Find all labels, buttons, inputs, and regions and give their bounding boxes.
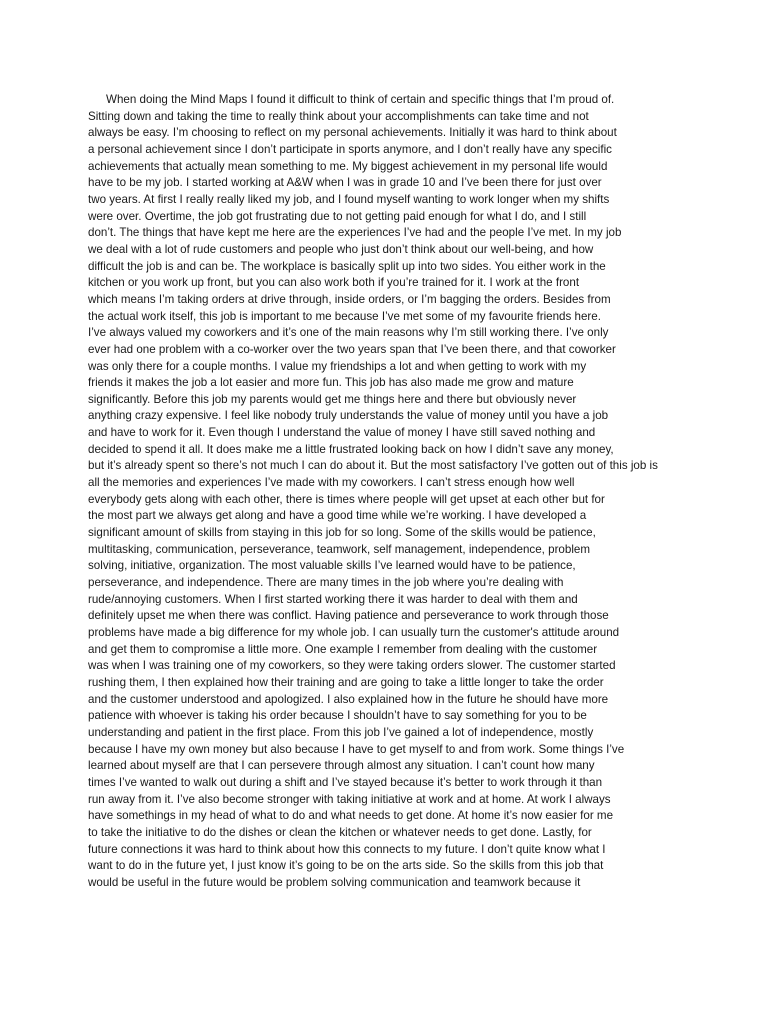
essay-line: because I have my own money but also because I have to get myself to and from work. Some things I’ve <box>88 742 625 756</box>
essay-line: the most part we always get along and have a good time while we’re working. I have developed a <box>88 509 587 523</box>
essay-line: and the customer understood and apologized. I also explained how in the future he should have more <box>88 692 609 706</box>
essay-line: anything crazy expensive. I feel like nobody truly understands the value of money until you have a job <box>88 409 609 423</box>
essay-line: Sitting down and taking the time to really think about your accomplishments can take time and not <box>88 109 589 123</box>
essay-line: always be easy. I’m choosing to reflect on my personal achievements. Initially it was hard to think about <box>88 126 617 140</box>
essay-line: to take the initiative to do the dishes or clean the kitchen or whatever needs to get done. Lastly, for <box>88 825 592 839</box>
essay-line: a personal achievement since I don’t participate in sports anymore, and I don’t really have any specific <box>88 142 612 156</box>
essay-line: we deal with a lot of rude customers and people who just don’t think about our well-being, and how <box>88 242 594 256</box>
essay-line: significant amount of skills from staying in this job for so long. Some of the skills would be patience, <box>88 526 596 540</box>
essay-line: understanding and patient in the first place. From this job I’ve gained a lot of independence, mostly <box>88 725 594 739</box>
essay-line: but it’s already spent so there’s not much I can do about it. But the most satisfactory I’ve gotten out of this job is <box>88 459 658 473</box>
essay-line: ever had one problem with a co-worker over the two years span that I’ve been there, and that coworker <box>88 342 616 356</box>
essay-line: run away from it. I’ve also become stronger with taking initiative at work and at home. At work I always <box>88 792 611 806</box>
essay-first-line: When doing the Mind Maps I found it difficult to think of certain and specific things that I’m proud of. <box>106 93 615 106</box>
essay-line: achievements that actually mean something to me. My biggest achievement in my personal life would <box>88 159 608 173</box>
essay-line: definitely upset me when there was conflict. Having patience and perseverance to work through those <box>88 609 609 623</box>
essay-line: rushing them, I then explained how their training and are going to take a little longer to take the order <box>88 675 604 689</box>
essay-line: was when I was training one of my coworkers, so they were taking orders slower. The customer started <box>88 659 616 673</box>
essay-line: problems have made a big difference for my whole job. I can usually turn the customer's attitude around <box>88 626 620 639</box>
essay-line: have to be my job. I started working at A&W when I was in grade 10 and I’ve been there for just over <box>88 176 602 190</box>
essay-line: times I’ve wanted to walk out during a shift and I’ve stayed because it’s better to work through it than <box>88 775 603 789</box>
essay-line: and get them to compromise a little more. One example I remember from dealing with the customer <box>88 642 598 656</box>
essay-line: perseverance, and independence. There are many times in the job where you’re dealing with <box>88 576 564 590</box>
essay-line: future connections it was hard to think about how this connects to my future. I don’t quite know what I <box>88 842 606 856</box>
essay-line: want to do in the future yet, I just know it’s going to be on the arts side. So the skills from this job that <box>88 859 604 873</box>
essay-line: would be useful in the future would be problem solving communication and teamwork because it <box>88 875 581 889</box>
essay-line: everybody gets along with each other, there is times where people will get upset at each other but for <box>88 492 605 506</box>
essay-line: significantly. Before this job my parents would get me things here and there but obviously never <box>88 392 577 406</box>
essay-line: solving, initiative, organization. The most valuable skills I’ve learned would have to be patience, <box>88 559 576 573</box>
essay-line: all the memories and experiences I’ve made with my coworkers. I can’t stress enough how well <box>88 476 575 490</box>
essay-line: two years. At first I really really liked my job, and I found myself wanting to work longer when my shifts <box>88 192 610 206</box>
essay-line: were over. Overtime, the job got frustrating due to not getting paid enough for what I do, and I still <box>88 209 587 223</box>
essay-line: was only there for a couple months. I value my friendships a lot and when getting to work with my <box>88 359 587 373</box>
essay-line: patience with whoever is taking his order because I shouldn’t have to say something for you to be <box>88 709 587 723</box>
essay-line: friends it makes the job a lot easier and more fun. This job has also made me grow and mature <box>88 376 574 390</box>
essay-line: which means I’m taking orders at drive through, inside orders, or I’m bagging the orders. Besides from <box>88 292 611 306</box>
essay-body <box>88 92 688 892</box>
essay-line: multitasking, communication, perseverance, teamwork, self management, independence, problem <box>88 542 591 556</box>
essay-line: difficult the job is and can be. The workplace is basically split up into two sides. You either work in the <box>88 259 606 273</box>
essay-line: I’ve always valued my coworkers and it’s one of the main reasons why I’m still working there. I’ve only <box>88 326 609 340</box>
essay-line: kitchen or you work up front, but you can also work both if you’re trained for it. I work at the front <box>88 276 580 290</box>
essay-line: learned about myself are that I can persevere through almost any situation. I can’t count how many <box>88 759 595 773</box>
essay-line: and have to work for it. Even though I understand the value of money I have still saved nothing and <box>88 426 596 440</box>
essay-line: don’t. The things that have kept me here are the experiences I’ve had and the people I’ve met. In my job <box>88 226 622 240</box>
essay-line: rude/annoying customers. When I first started working there it was harder to deal with them and <box>88 592 578 606</box>
essay-line: the actual work itself, this job is important to me because I’ve met some of my favourite friends here. <box>88 309 601 323</box>
essay-line: decided to spend it all. It does make me a little frustrated looking back on how I didn’t save any money, <box>88 442 614 456</box>
essay-line: have somethings in my head of what to do and what needs to get done. At home it’s now easier for me <box>88 809 614 823</box>
